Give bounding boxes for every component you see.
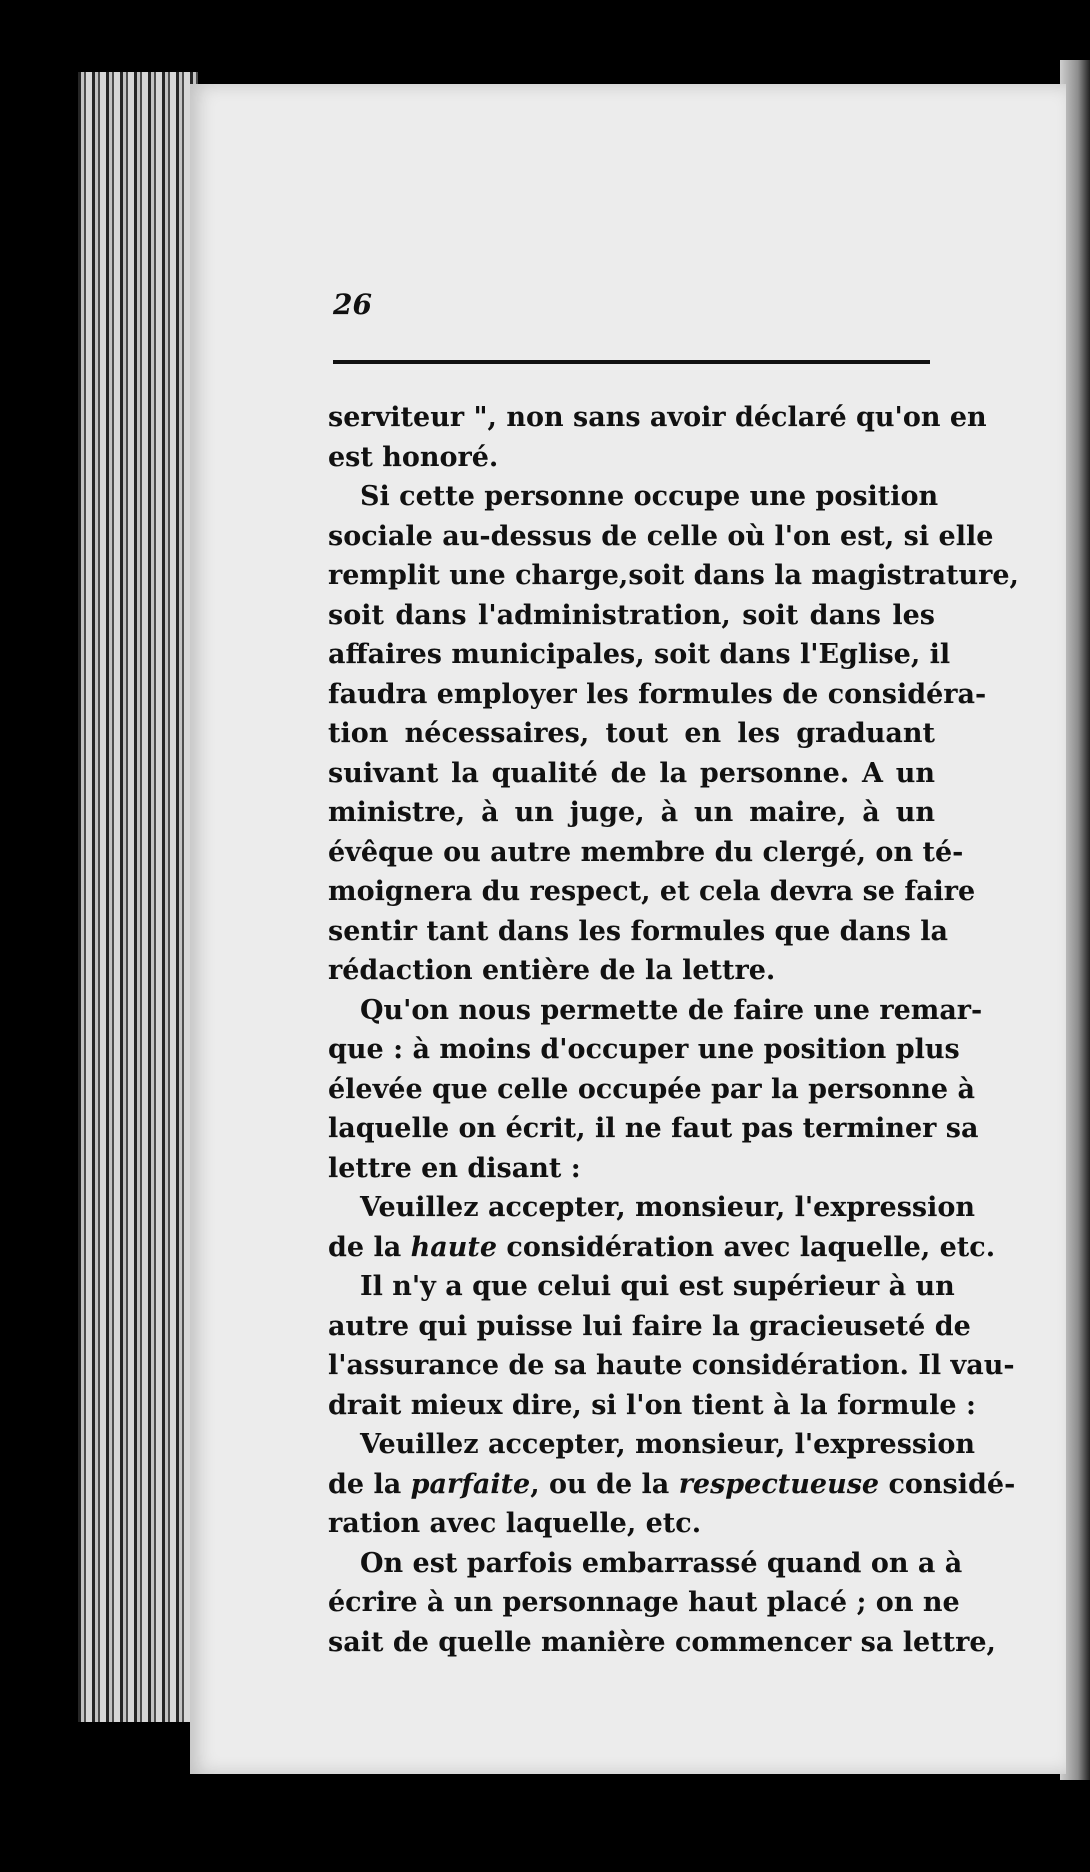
text-line (328, 1109, 979, 1149)
text-run: Si cette personne occupe une position (360, 481, 939, 512)
text-line (328, 714, 935, 754)
text-run: Veuillez accepter, monsieur, l'expression (360, 1192, 976, 1223)
italic-text: respectueuse (678, 1468, 880, 1500)
text-line (328, 635, 951, 675)
text-line (328, 991, 983, 1031)
text-run: tion nécessaires, tout en les graduant (328, 718, 935, 749)
text-run: élevée que celle occupée par la personne à (328, 1073, 975, 1105)
text-run: rédaction entière de la lettre. (328, 955, 776, 986)
text-line (328, 833, 964, 873)
text-run: lettre en disant : (328, 1152, 581, 1184)
text-run: Veuillez accepter, monsieur, l'expression (360, 1429, 976, 1460)
text-run: drait mieux dire, si l'on tient à la formule : (328, 1389, 976, 1421)
text-run: l'assurance de sa haute considération. Il vau- (328, 1350, 1015, 1381)
text-run: de la (328, 1231, 411, 1263)
text-line (328, 398, 987, 438)
text-line (328, 872, 976, 912)
text-run: que : à moins d'occuper une position plus (328, 1034, 960, 1065)
text-run: évêque ou autre membre du clergé, on té- (328, 836, 964, 868)
text-run: suivant la qualité de la personne. A un (328, 757, 935, 789)
text-line (328, 1623, 996, 1663)
text-line (328, 596, 935, 636)
text-line (328, 517, 994, 557)
text-run: est honoré. (328, 441, 499, 473)
text-run: considération avec laquelle, etc. (497, 1231, 996, 1263)
text-run: serviteur ", non sans avoir déclaré qu'on en (328, 402, 987, 433)
text-line (328, 1070, 975, 1110)
text-line (328, 1030, 960, 1070)
text-run: sait de quelle manière commencer sa lettre, (328, 1626, 996, 1658)
text-run: Il n'y a que celui qui est supérieur à un (360, 1271, 955, 1302)
text-run: sociale au-dessus de celle où l'on est, si elle (328, 520, 994, 552)
text-line (328, 912, 948, 952)
text-run: soit dans l'administration, soit dans les (328, 599, 935, 631)
text-run: considé- (879, 1468, 1016, 1500)
text-line (328, 556, 1019, 596)
header-rule (333, 360, 930, 364)
text-line (328, 438, 935, 478)
text-line (328, 1425, 976, 1465)
text-line (328, 1583, 960, 1623)
text-line (328, 1228, 996, 1268)
text-line (328, 1386, 976, 1426)
text-line (328, 793, 935, 833)
text-line (328, 1544, 963, 1584)
page-number: 26 (333, 288, 372, 321)
text-line (328, 754, 935, 794)
text-line (328, 1346, 1015, 1386)
text-line (328, 477, 939, 517)
text-line (328, 675, 987, 715)
text-line (328, 1267, 955, 1307)
italic-text: haute (410, 1231, 498, 1263)
text-run: remplit une charge,soit dans la magistrature, (328, 560, 1019, 591)
text-run: ration avec laquelle, etc. (328, 1508, 702, 1539)
text-run: On est parfois embarrassé quand on a à (360, 1547, 963, 1579)
text-line (328, 1188, 976, 1228)
text-run: écrire à un personnage haut placé ; on ne (328, 1587, 960, 1618)
text-run: faudra employer les formules de considéra- (328, 678, 987, 710)
text-line (328, 1504, 935, 1544)
text-line (328, 1307, 971, 1347)
text-run: , ou de la (530, 1468, 679, 1500)
stacked-page-edges (78, 72, 198, 1722)
text-line (328, 1465, 1016, 1505)
text-run: Qu'on nous permette de faire une remar- (360, 994, 983, 1026)
text-line (328, 951, 935, 991)
page-text (328, 398, 1019, 1662)
text-run: moignera du respect, et cela devra se faire (328, 876, 976, 907)
text-run: autre qui puisse lui faire la gracieuseté de (328, 1310, 971, 1342)
text-line (328, 1149, 935, 1189)
italic-text: parfaite (410, 1468, 531, 1500)
text-run: affaires municipales, soit dans l'Eglise, il (328, 639, 951, 670)
text-run: laquelle on écrit, il ne faut pas terminer sa (328, 1113, 979, 1144)
text-run: sentir tant dans les formules que dans la (328, 915, 948, 947)
text-run: ministre, à un juge, à un maire, à un (328, 797, 935, 828)
text-run: de la (328, 1468, 411, 1500)
